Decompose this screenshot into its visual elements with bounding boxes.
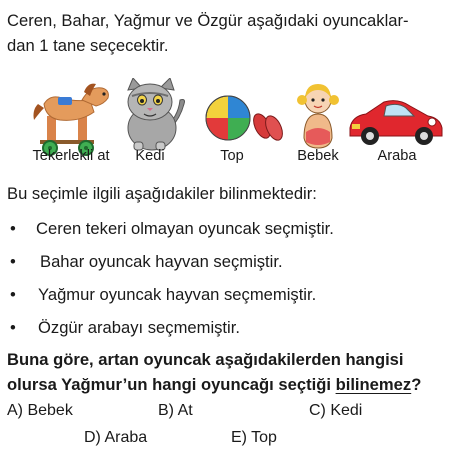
clue-bahar: Bahar oyuncak hayvan seçmiştir. bbox=[40, 252, 283, 271]
given-info-lead: Bu seçimle ilgili aşağıdakiler bilinmektedir: bbox=[7, 184, 317, 203]
intro-text bbox=[7, 8, 459, 58]
toy-car-icon bbox=[350, 101, 442, 145]
clue-ceren: Ceren tekeri olmayan oyuncak seçmiştir. bbox=[36, 219, 334, 238]
question-line-2-prefix: olursa Yağmur’un hangi oyuncağı seçtiği bbox=[7, 375, 336, 394]
bullet-marker: • bbox=[10, 318, 16, 337]
doll-icon bbox=[297, 84, 339, 148]
toy-label-doll: Bebek bbox=[297, 148, 339, 164]
cat-icon bbox=[128, 78, 185, 150]
option-e[interactable]: E) Top bbox=[231, 429, 277, 446]
option-b[interactable]: B) At bbox=[158, 402, 193, 419]
question-line-1: Buna göre, artan oyuncak aşağıdakilerden hangisi bbox=[7, 350, 404, 369]
bullet-marker: • bbox=[10, 219, 16, 238]
question-underlined-word: bilinemez bbox=[335, 375, 412, 394]
ball-icon bbox=[206, 96, 286, 143]
toy-label-cat: Kedi bbox=[135, 148, 165, 164]
option-a[interactable]: A) Bebek bbox=[7, 402, 73, 419]
intro-line-1: Ceren, Bahar, Yağmur ve Özgür aşağıdaki oyuncaklar- bbox=[7, 11, 409, 30]
option-d[interactable]: D) Araba bbox=[84, 429, 148, 446]
toy-label-wheeled-horse: Tekerlekli at bbox=[32, 148, 110, 164]
question-line-2-suffix: ? bbox=[411, 375, 422, 394]
clue-ozgur: Özgür arabayı seçmemiştir. bbox=[38, 318, 240, 337]
wheeled-horse-icon bbox=[34, 84, 109, 155]
toy-label-ball: Top bbox=[220, 148, 244, 164]
question-text bbox=[7, 347, 459, 397]
question-line-2 bbox=[7, 372, 459, 397]
toy-label-car: Araba bbox=[377, 148, 417, 164]
bullet-marker: • bbox=[10, 252, 16, 271]
bullet-marker: • bbox=[10, 285, 16, 304]
option-c[interactable]: C) Kedi bbox=[309, 402, 363, 419]
clue-yagmur: Yağmur oyuncak hayvan seçmemiştir. bbox=[38, 285, 317, 304]
intro-line-2: dan 1 tane seçecektir. bbox=[7, 36, 169, 55]
